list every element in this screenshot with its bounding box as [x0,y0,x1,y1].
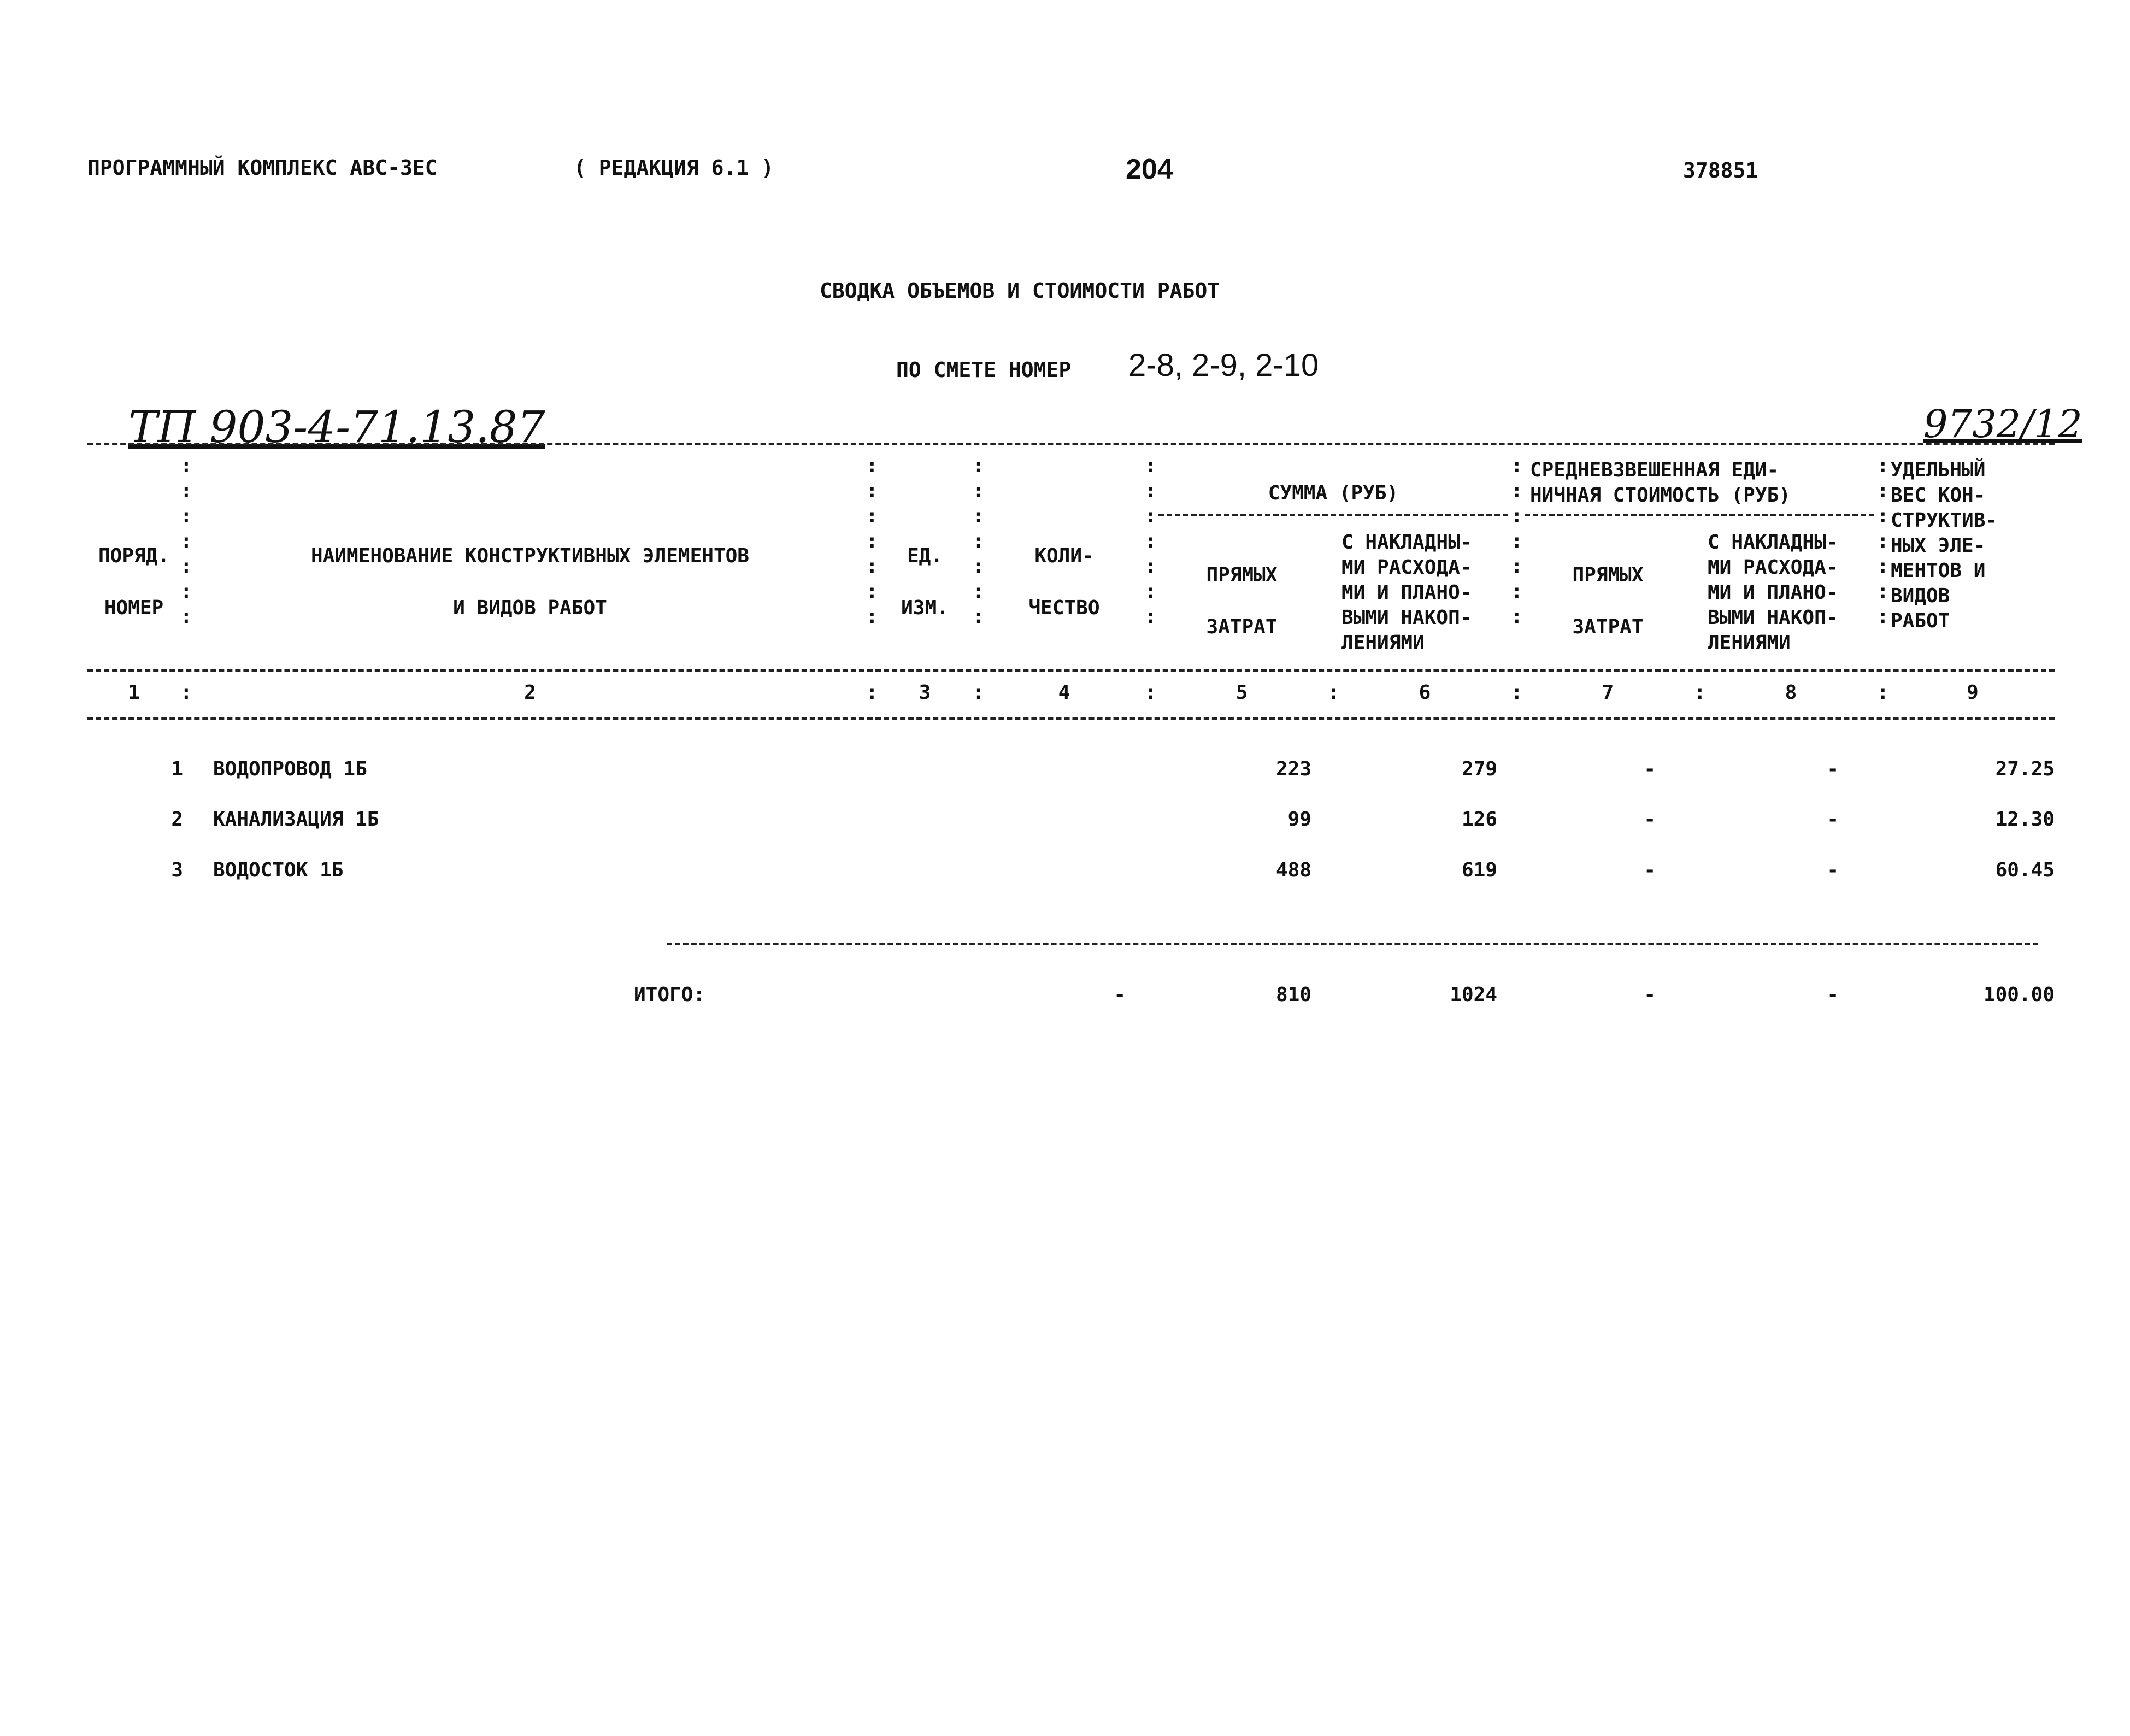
row-avg-direct: - [1644,758,1656,780]
col-number-9: 9 [1967,681,1979,704]
row-name: КАНАЛИЗАЦИЯ 1Б [213,808,379,831]
col2-header-line1: НАИМЕНОВАНИЕ КОНСТРУКТИВНЫХ ЭЛЕМЕНТОВ [311,545,749,567]
table-row [0,757,2130,784]
col-number-2: 2 [524,681,536,704]
avg-group-header-line2: НИЧНАЯ СТОИМОСТЬ (РУБ) [1530,484,1791,507]
col2-header [197,530,863,634]
total-label: ИТОГО: [634,984,705,1006]
col4-header-line1: КОЛИ- [1034,545,1094,567]
col5-header-line2: ЗАТРАТ [1206,616,1278,638]
row-direct: 223 [1275,758,1311,780]
header-bottom-rule [87,669,2055,672]
sheet-number-handwritten: 9732/12 [1923,402,2082,446]
col6-header-line4: ВЫМИ НАКОП- [1341,607,1472,629]
page-number: 204 [1126,154,1173,185]
col4-header-line2: ЧЕСТВО [1028,597,1100,619]
col8-header-line1: С НАКЛАДНЫ- [1708,531,1838,554]
col3-header-line1: ЕД. [907,545,943,567]
row-share: 27.25 [1995,758,2055,780]
total-overhead: 1024 [1450,984,1497,1006]
row-number: 1 [171,758,183,780]
total-direct: 810 [1275,984,1311,1006]
row-number: 2 [171,808,183,831]
col6-header-line2: МИ РАСХОДА- [1341,556,1472,579]
col-number-4: 4 [1058,681,1070,704]
program-edition: ( РЕДАКЦИЯ 6.1 ) [574,156,774,180]
avg-group-rule [1525,514,1874,516]
row-avg-overhead: - [1827,758,1839,780]
project-code-handwritten: ТП 903-4-71.13.87 [128,402,545,452]
col-number-8: 8 [1785,681,1797,704]
col1-header [87,530,180,634]
row-share: 60.45 [1995,859,2055,881]
col7-header [1525,549,1691,653]
col9-header-line5: МЕНТОВ И [1891,560,1986,582]
col9-header-line3: СТРУКТИВ- [1891,509,1998,532]
row-avg-overhead: - [1827,859,1839,881]
estimate-numbers: 2-8, 2-9, 2-10 [1128,348,1319,383]
row-number: 3 [171,859,183,881]
avg-group-header [1530,458,1874,508]
total-qty: - [1114,984,1126,1006]
numbering-bottom-rule [87,717,2055,720]
total-avg-overhead: - [1827,984,1839,1006]
col8-header [1708,530,1874,656]
col9-header-line1: УДЕЛЬНЫЙ [1891,459,1986,481]
table-top-rule [87,443,2055,445]
col6-header-line1: С НАКЛАДНЫ- [1341,531,1472,554]
program-name: ПРОГРАММНЫЙ КОМПЛЕКС АВС-ЗЕС [87,156,438,180]
row-overhead: 279 [1461,758,1497,780]
col7-header-line1: ПРЯМЫХ [1572,564,1644,586]
col6-header-line5: ЛЕНИЯМИ [1341,632,1425,654]
col9-header [1891,458,2055,634]
col8-header-line2: МИ РАСХОДА- [1708,556,1838,579]
col6-header-line3: МИ И ПЛАНО- [1341,581,1472,604]
total-avg-direct: - [1644,984,1656,1006]
row-name: ВОДОПРОВОД 1Б [213,758,367,780]
document-code: 378851 [1683,158,1758,183]
estimate-label: ПО СМЕТЕ НОМЕР [896,358,1072,382]
col-number-1: 1 [128,681,140,704]
col5-header [1158,549,1325,653]
col-number-7: 7 [1602,681,1614,704]
row-avg-overhead: - [1827,808,1839,831]
col8-header-line4: ВЫМИ НАКОП- [1708,607,1838,629]
sum-group-rule [1158,514,1508,516]
report-title: СВОДКА ОБЪЕМОВ И СТОИМОСТИ РАБОТ [820,279,1220,303]
col8-header-line5: ЛЕНИЯМИ [1708,632,1791,654]
avg-group-header-line1: СРЕДНЕВЗВЕШЕННАЯ ЕДИ- [1530,459,1779,481]
table-row [0,858,2130,885]
col8-header-line3: МИ И ПЛАНО- [1708,581,1838,604]
col-number-3: 3 [919,681,931,704]
col-number-6: 6 [1419,681,1431,704]
row-avg-direct: - [1644,859,1656,881]
row-direct: 488 [1275,859,1311,881]
row-share: 12.30 [1995,808,2055,831]
col1-header-line2: НОМЕР [104,597,164,619]
col3-header [880,530,970,634]
sum-group-header: СУММА (РУБ) [1268,482,1399,504]
row-overhead: 126 [1461,808,1497,831]
col7-header-line2: ЗАТРАТ [1572,616,1644,638]
col5-header-line1: ПРЯМЫХ [1206,564,1278,586]
total-row [0,982,2130,1010]
total-share: 100.00 [1983,984,2055,1006]
row-overhead: 619 [1461,859,1497,881]
col9-header-line6: ВИДОВ [1891,585,1950,607]
col9-header-line2: ВЕС КОН- [1891,484,1986,507]
col4-header [986,530,1142,634]
total-rule [667,943,2038,945]
col9-header-line7: РАБОТ [1891,610,1950,632]
col-number-5: 5 [1235,681,1248,704]
col1-header-line1: ПОРЯД. [98,545,170,567]
col2-header-line2: И ВИДОВ РАБОТ [453,597,607,619]
row-avg-direct: - [1644,808,1656,831]
table-row [0,807,2130,834]
row-name: ВОДОСТОК 1Б [213,859,344,881]
col9-header-line4: НЫХ ЭЛЕ- [1891,534,1986,557]
col3-header-line2: ИЗМ. [901,597,949,619]
col6-header [1341,530,1508,656]
row-direct: 99 [1287,808,1311,831]
